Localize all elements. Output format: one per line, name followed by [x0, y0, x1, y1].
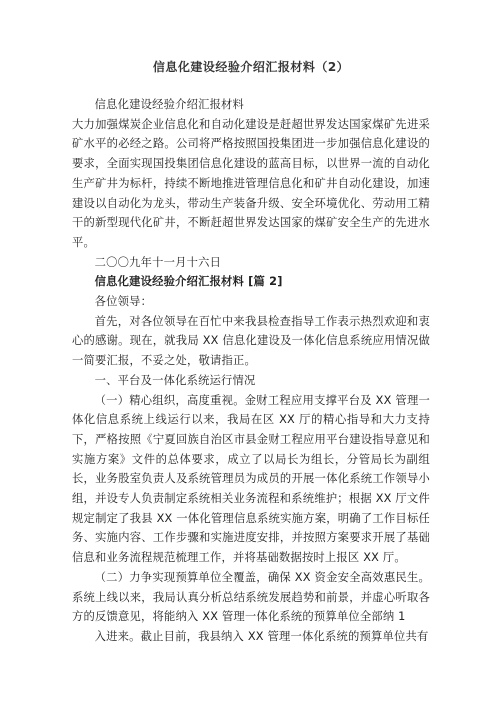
- document-title: 信息化建设经验介绍汇报材料（2）: [152, 60, 350, 74]
- paragraph: 大力加强煤炭企业信息化和自动化建设是赶超世界发达国家煤矿先进采矿水平的必经之路。公司将严格按照国投集团进一步加强信息化建设的要求，全面实现国投集团信息化建设的蓝高目标，以世界一流的自动化生产矿井为标杆，持续不断地推进管理信息化和矿井自动化建设，加速建设以自动化为龙头，带动生产装备升级、安全环境优化、劳动用工精干的新型现代化矿井，不断赶超世界发达国家的煤矿安全生产的先进水平。: [72, 117, 430, 249]
- document-body: [72, 95, 430, 647]
- paragraph: （一）精心组织，高度重视。金财工程应用支撑平台及 XX 管理一体化信息系统上线运行以来，我局在区 XX 厅的精心指导和大力支持下，严格按照《宁夏回族自治区市县金财工程应用平台建设指导意见和实施方案》文件的总体要求，成立了以局长为组长，分管局长为副组长，业务股室负责人及系统管理员为成员的开展一体化系统工作领导小组，并设专人负责制定系统相关业务流程和系统维护；根据 XX 厅文件规定制定了我县 XX 一体化管理信息系统实施方案，明确了工作目标任务、实施内容、工作步骤和实施进度安排，并按照方案要求开展了基础信息和业务流程规范梳理工作，并将基础数据按时上报区 XX 厅。: [72, 393, 430, 565]
- paragraph: （二）力争实现预算单位全覆盖，确保 XX 资金安全高效惠民生。系统上线以来，我局认真分析总结系统发展趋势和前景，并虚心听取各方的反馈意见，将能纳入 XX 管理一体化系统的预算单位全部纳 1: [72, 570, 430, 624]
- paragraph: 入进来。截止目前，我县纳入 XX 管理一体化系统的预算单位共有: [94, 629, 429, 643]
- paragraph: 首先，对各位领导在百忙中来我县检查指导工作表示热烈欢迎和衷心的感谢。现在，就我局 XX 信息化建设及一体化信息系统应用情况做一简要汇报，不妥之处，敬请指正。: [72, 314, 430, 368]
- section-heading: 信息化建设经验介绍汇报材料 [篇 2]: [94, 275, 283, 289]
- paragraph: 各位领导：: [94, 295, 153, 309]
- paragraph: 二〇〇九年十一月十六日: [94, 255, 222, 269]
- paragraph: 信息化建设经验介绍汇报材料: [94, 98, 245, 111]
- paragraph: 一、平台及一体化系统运行情况: [94, 373, 256, 387]
